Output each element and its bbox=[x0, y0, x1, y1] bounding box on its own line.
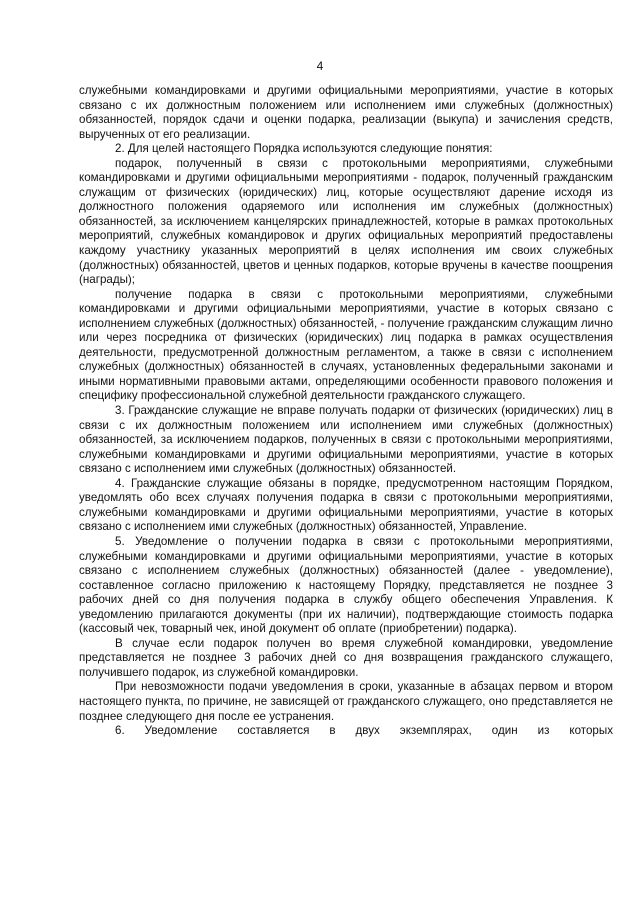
document-body bbox=[79, 84, 613, 739]
paragraph: 5. Уведомление о получении подарка в связи с протокольными мероприятиями, служебными командировками и другими официальными мероприятиями, участие в которых связано с исполнением служебных (должностных) обязанностей (далее - уведомление), составленное согласно приложению к настоящему Порядку, представляется не позднее 3 рабочих дней со дня получения подарка в службу общего обеспечения Управления. К уведомлению прилагаются документы (при их наличии), подтверждающие стоимость подарка (кассовый чек, товарный чек, иной документ об оплате (приобретении) подарка). bbox=[79, 534, 613, 636]
paragraph: При невозможности подачи уведомления в сроки, указанные в абзацах первом и втором настоящего пункта, по причине, не зависящей от гражданского служащего, оно представляется не позднее следующего дня после ее устранения. bbox=[79, 680, 613, 723]
paragraph: 4. Гражданские служащие обязаны в порядке, предусмотренном настоящим Порядком, уведомлять обо всех случаях получения подарка в связи с протокольными мероприятиями, служебными командировками и другими официальными мероприятиями, участие в которых связано с исполнением ими служебных (должностных) обязанностей, Управление. bbox=[79, 476, 613, 534]
paragraph: 3. Гражданские служащие не вправе получать подарки от физических (юридических) лиц в связи с их должностным положением или исполнением ими служебных (должностных) обязанностей, за исключением подарков, полученных в связи с протокольными мероприятиями, служебными командировками и другими официальными мероприятиями, участие в которых связано с исполнением ими служебных (должностных) обязанностей. bbox=[79, 404, 613, 476]
paragraph: В случае если подарок получен во время служебной командировки, уведомление представляется не позднее 3 рабочих дней со дня возвращения гражданского служащего, получившего подарок, из служебной командировки. bbox=[79, 636, 613, 679]
paragraph: подарок, полученный в связи с протокольными мероприятиями, служебными командировками и другими официальными мероприятиями - подарок, полученный гражданским служащим от физических (юридических) лиц, которые осуществляют дарение исходя из должностного положения одаряемого или исполнения им служебных (должностных) обязанностей, за исключением канцелярских принадлежностей, которые в рамках протокольных мероприятий, служебных командировок и других официальных мероприятий предоставлены каждому участнику указанных мероприятий в целях исполнения им своих служебных (должностных) обязанностей, цветов и ценных подарков, которые вручены в качестве поощрения (награды); bbox=[79, 156, 613, 287]
paragraph: служебными командировками и другими официальными мероприятиями, участие в которых связано с их должностным положением или исполнением ими служебных (должностных) обязанностей, порядок сдачи и оценки подарка, реализации (выкупа) и зачисления средств, вырученных от его реализации. bbox=[79, 84, 613, 141]
page-number: 4 bbox=[316, 59, 324, 73]
paragraph: 2. Для целей настоящего Порядка используются следующие понятия: bbox=[115, 142, 493, 156]
paragraph: 6. Уведомление составляется в двух экземплярах, один из которых bbox=[115, 724, 613, 738]
paragraph: получение подарка в связи с протокольными мероприятиями, служебными командировками и другими официальными мероприятиями, участие в которых связано с исполнением служебных (должностных) обязанностей, - получение гражданским служащим лично или через посредника от физических (юридических) лиц подарка в рамках осуществления деятельности, предусмотренной должностным регламентом, а также в связи с исполнением служебных (должностных) обязанностей в случаях, установленных федеральными законами и иными нормативными правовыми актами, определяющими особенности правового положения и специфику профессиональной служебной деятельности гражданского служащего. bbox=[79, 287, 613, 403]
